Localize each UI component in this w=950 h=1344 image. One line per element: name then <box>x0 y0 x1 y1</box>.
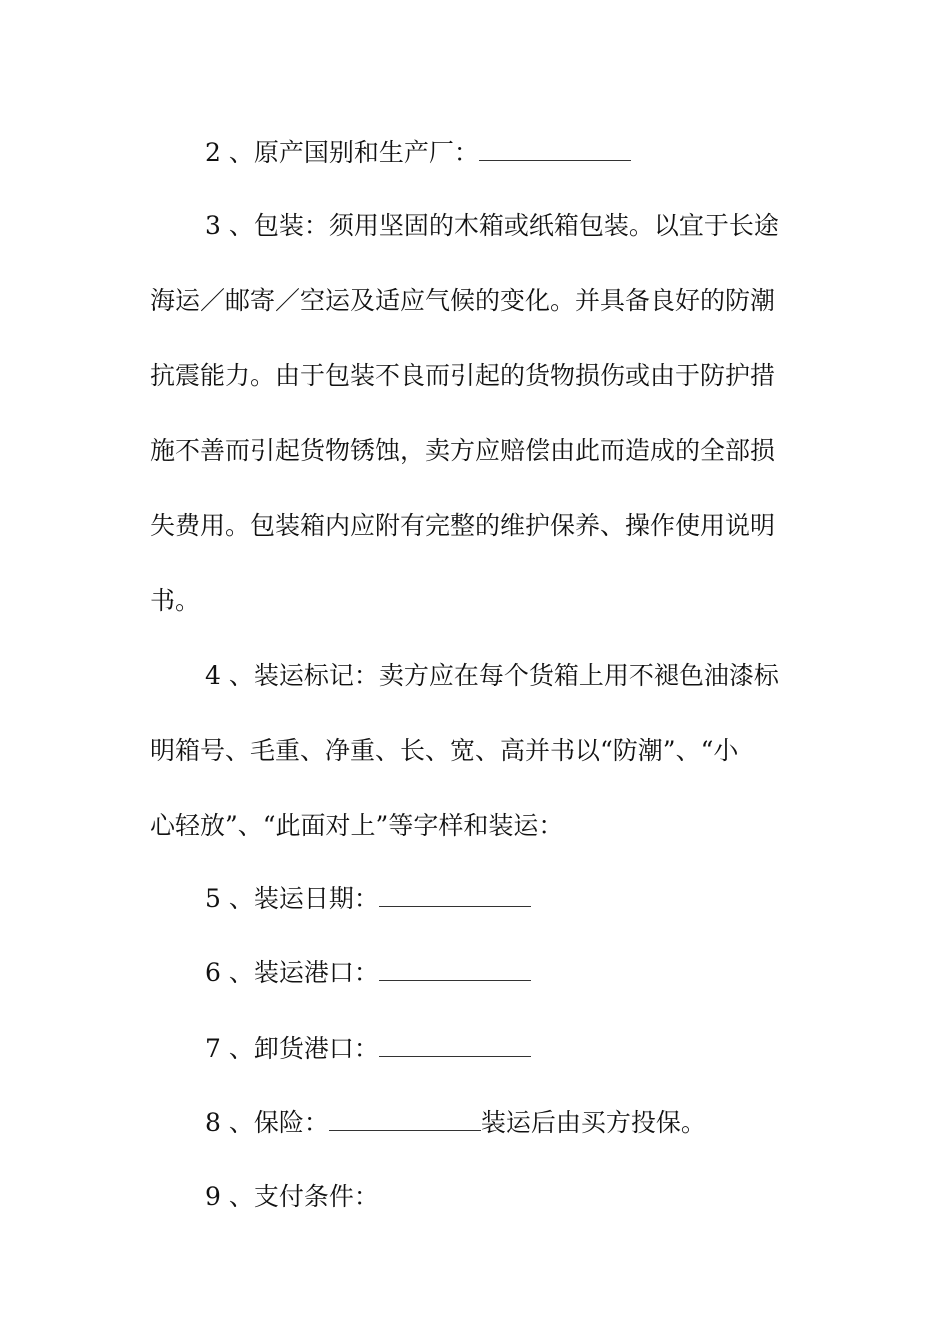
clause-9-label: 9 、支付条件： <box>205 1182 379 1211</box>
clause-3-line-3: 抗震能力。由于包装不良而引起的货物损伤或由于防护措 <box>150 361 776 390</box>
clause-3-line-2: 海运／邮寄／空运及适应气候的变化。并具备良好的防潮 <box>150 286 776 315</box>
clause-7 <box>205 1033 790 1065</box>
clause-3-line-1: 3 、包装：须用坚固的木箱或纸箱包装。以宜于长途 <box>205 211 779 240</box>
loading-port-blank[interactable] <box>379 958 531 981</box>
clause-2-label: 2 、原产国别和生产厂： <box>205 138 479 167</box>
clause-6-label: 6 、装运港口： <box>205 958 379 987</box>
shipment-date-blank[interactable] <box>379 884 531 907</box>
origin-manufacturer-blank[interactable] <box>479 138 631 161</box>
clause-4-line-1: 4 、装运标记：卖方应在每个货箱上用不褪色油漆标 <box>205 661 779 690</box>
insurance-blank[interactable] <box>329 1108 481 1131</box>
discharge-port-blank[interactable] <box>379 1034 531 1057</box>
clause-9 <box>205 1181 790 1213</box>
clause-7-label: 7 、卸货港口： <box>205 1034 379 1063</box>
clause-4-line-2: 明箱号、毛重、净重、长、宽、高并书以“防潮”、“小 <box>150 736 739 765</box>
clause-6 <box>205 957 790 989</box>
clause-8-suffix: 装运后由买方投保。 <box>480 1108 706 1137</box>
clause-5 <box>205 883 790 915</box>
clause-4-line-3: 心轻放”、“此面对上”等字样和装运： <box>150 811 564 840</box>
clause-3-line-4: 施不善而引起货物锈蚀，卖方应赔偿由此而造成的全部损 <box>150 436 776 465</box>
clause-8-label: 8 、保险： <box>205 1108 329 1137</box>
clause-5-label: 5 、装运日期： <box>205 884 379 913</box>
clause-3-line-5: 失费用。包装箱内应附有完整的维护保养、操作使用说明 <box>150 511 776 540</box>
clause-8 <box>205 1107 790 1139</box>
clause-3-line-6: 书。 <box>150 586 201 615</box>
clause-2 <box>205 137 790 169</box>
